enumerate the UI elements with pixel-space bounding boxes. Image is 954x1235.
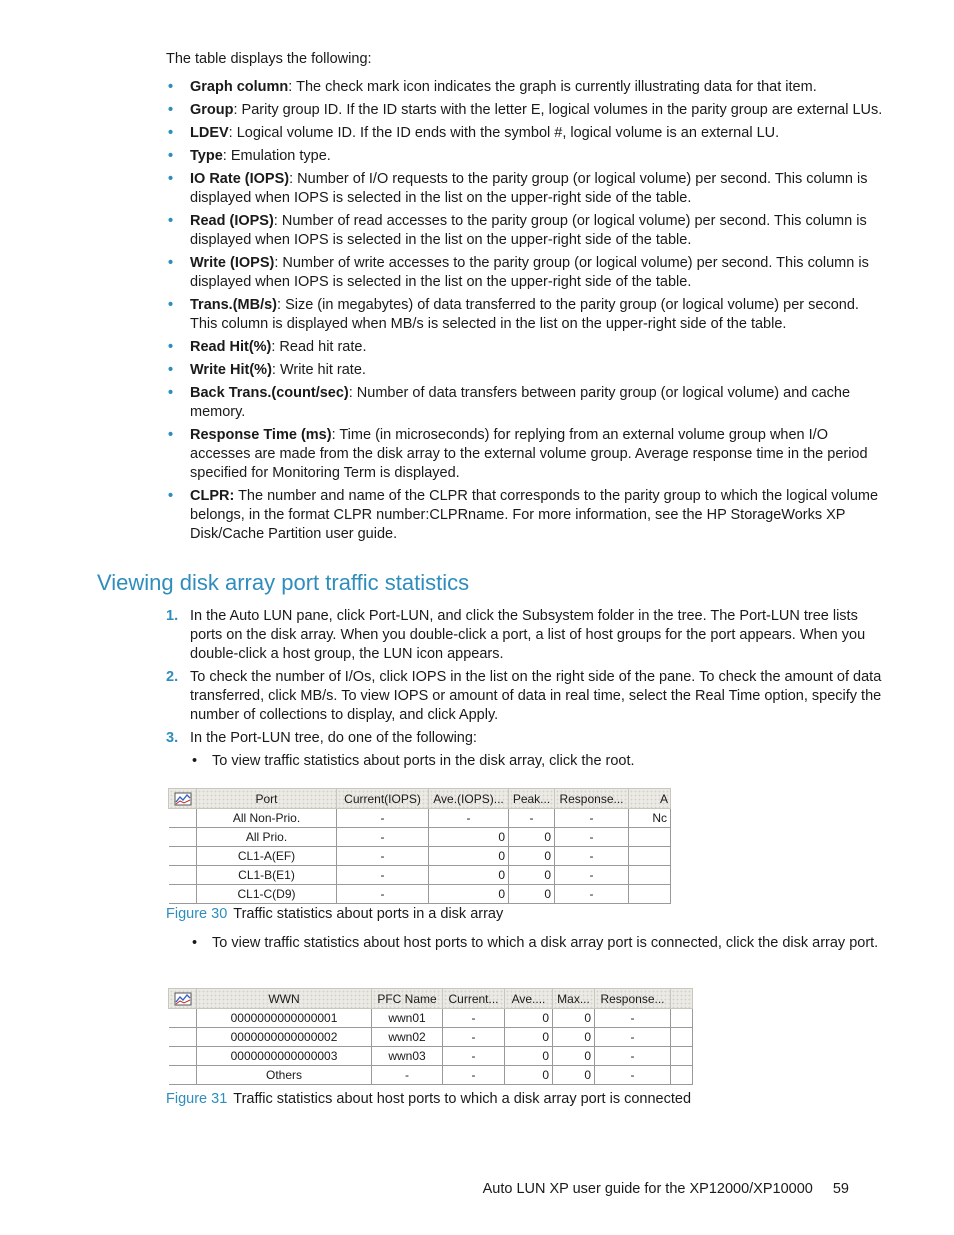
cell: - <box>443 1047 505 1066</box>
cell: wwn02 <box>372 1028 443 1047</box>
term: Type <box>190 148 223 164</box>
cell: wwn03 <box>372 1047 443 1066</box>
term: CLPR: <box>190 488 235 504</box>
step-item <box>166 729 886 748</box>
cell <box>629 866 671 885</box>
table-row[interactable] <box>169 885 671 904</box>
cell: - <box>337 828 429 847</box>
cell: - <box>443 1066 505 1085</box>
cell: - <box>509 809 555 828</box>
cell: All Prio. <box>197 828 337 847</box>
cell: 0 <box>429 847 509 866</box>
intro-text: The table displays the following: <box>166 51 372 67</box>
figure-caption <box>166 906 503 922</box>
host-port-traffic-table <box>168 988 693 1085</box>
cell: - <box>337 809 429 828</box>
cell: - <box>555 885 629 904</box>
sub-bullet: • To view traffic statistics about ports in the disk array, click the root. <box>192 753 635 769</box>
list-item: • CLPR: The number and name of the CLPR that corresponds to the parity group to which the logical volume belongs, in the format CLPR number:CLPRname. For more information, see the HP StorageWorks XP Disk/Cache Partition user guide. <box>168 488 879 542</box>
description: : Number of data transfers between parity group (or logical volume) and cache memory. <box>190 385 851 420</box>
step-number: 2. <box>166 669 179 685</box>
term: Response Time (ms) <box>190 427 332 443</box>
cell: - <box>595 1028 671 1047</box>
cell: 0 <box>553 1009 595 1028</box>
description: : Size (in megabytes) of data transferred to the parity group (or logical volume) per second. This column is displayed when MB/s is selected in the list on the upper-right side of the table. <box>190 297 859 332</box>
caption-text: Traffic statistics about host ports to which a disk array port is connected <box>233 1091 692 1107</box>
step-item <box>166 607 886 664</box>
table-row[interactable] <box>169 847 671 866</box>
term: Read Hit(%) <box>190 339 272 355</box>
procedure-steps <box>166 607 886 752</box>
term: LDEV <box>190 125 229 141</box>
cell: - <box>555 847 629 866</box>
cell <box>629 847 671 866</box>
term: Graph column <box>190 79 289 95</box>
cell: Others <box>197 1066 372 1085</box>
cell: - <box>337 847 429 866</box>
cell: 0 <box>509 866 555 885</box>
cell: 0 <box>553 1047 595 1066</box>
chart-icon <box>174 992 192 1006</box>
cell <box>629 828 671 847</box>
list-item: • LDEV: Logical volume ID. If the ID ends with the symbol #, logical volume is an external LU. <box>168 125 780 141</box>
description: : Emulation type. <box>222 148 331 164</box>
list-item: • Trans.(MB/s): Size (in megabytes) of data transferred to the parity group (or logical volume) per second. This column is displayed when MB/s is selected in the list on the upper-right side of the table. <box>168 297 859 332</box>
description: : Number of write accesses to the parity group (or logical volume) per second. This column is displayed when IOPS is selected in the list on the upper-right side of the table. <box>190 255 869 290</box>
cell: 0 <box>429 828 509 847</box>
cell: 0 <box>509 885 555 904</box>
column-header-filler <box>671 989 693 1009</box>
list-item: • Write Hit(%): Write hit rate. <box>168 362 366 378</box>
description: : Parity group ID. If the ID starts with the letter E, logical volumes in the parity group are external LUs. <box>233 102 883 118</box>
column-header[interactable]: Peak... <box>509 789 555 809</box>
cell: - <box>372 1066 443 1085</box>
page-number: 59 <box>832 1181 849 1197</box>
cell <box>629 885 671 904</box>
column-header[interactable]: Current(IOPS) <box>337 789 429 809</box>
cell: All Non-Prio. <box>197 809 337 828</box>
term: Write Hit(%) <box>190 362 272 378</box>
cell: 0000000000000001 <box>197 1009 372 1028</box>
cell: 0 <box>509 828 555 847</box>
list-item: • IO Rate (IOPS): Number of I/O requests to the parity group (or logical volume) per second. This column is displayed when IOPS is selected in the list on the upper-right side of the table. <box>168 171 868 206</box>
cell: - <box>337 885 429 904</box>
table-header-row <box>169 989 693 1009</box>
column-header[interactable]: PFC Name <box>372 989 443 1009</box>
cell: CL1-A(EF) <box>197 847 337 866</box>
cell: wwn01 <box>372 1009 443 1028</box>
cell: - <box>443 1009 505 1028</box>
list-item: • Group: Parity group ID. If the ID starts with the letter E, logical volumes in the parity group are external LUs. <box>168 102 883 118</box>
term: Write (IOPS) <box>190 255 275 271</box>
page-footer <box>483 1181 849 1197</box>
description: : Write hit rate. <box>271 362 366 378</box>
cell: 0 <box>505 1009 553 1028</box>
cell: 0 <box>429 866 509 885</box>
table-row[interactable] <box>169 866 671 885</box>
description: : Time (in microseconds) for replying from an external volume group when I/O accesses are made from the disk array to the external volume group. Average response time in the period specified for Monitoring Term is displayed. <box>190 427 868 481</box>
chart-icon <box>174 792 192 806</box>
cell: 0 <box>553 1028 595 1047</box>
figure-label: Figure 31 <box>166 1091 228 1107</box>
cell: - <box>429 809 509 828</box>
cell: 0000000000000003 <box>197 1047 372 1066</box>
cell: - <box>337 866 429 885</box>
table-row[interactable] <box>169 1066 693 1085</box>
term: Read (IOPS) <box>190 213 274 229</box>
cell: 0 <box>505 1028 553 1047</box>
footer-title: Auto LUN XP user guide for the XP12000/XP10000 <box>482 1181 813 1197</box>
column-description-list <box>166 78 886 548</box>
column-header[interactable]: Ave.(IOPS)... <box>429 789 509 809</box>
cell: - <box>595 1066 671 1085</box>
list-item: • Back Trans.(count/sec): Number of data transfers between parity group (or logical volume) and cache memory. <box>168 385 851 420</box>
sub-bullet-text: To view traffic statistics about ports in the disk array, click the root. <box>212 753 635 769</box>
list-item: • Write (IOPS): Number of write accesses to the parity group (or logical volume) per second. This column is displayed when IOPS is selected in the list on the upper-right side of the table. <box>168 255 869 290</box>
term: Trans.(MB/s) <box>190 297 278 313</box>
step-number: 1. <box>166 608 179 624</box>
cell: - <box>555 866 629 885</box>
description: : The check mark icon indicates the graph is currently illustrating data for that item. <box>288 79 817 95</box>
figure-caption <box>166 1091 691 1107</box>
term: Group <box>190 102 234 118</box>
graph-column-header[interactable] <box>169 989 197 1009</box>
port-traffic-table <box>168 788 671 904</box>
step-number: 3. <box>166 730 179 746</box>
term: Back Trans.(count/sec) <box>190 385 349 401</box>
cell: - <box>555 809 629 828</box>
cell: CL1-C(D9) <box>197 885 337 904</box>
cell: Nc <box>629 809 671 828</box>
cell: - <box>595 1047 671 1066</box>
step-item <box>166 668 886 725</box>
cell: 0 <box>429 885 509 904</box>
description: : Logical volume ID. If the ID ends with the symbol #, logical volume is an external LU. <box>228 125 780 141</box>
column-header[interactable]: Ave.... <box>505 989 553 1009</box>
table-row[interactable] <box>169 1047 693 1066</box>
step-text: To check the number of I/Os, click IOPS in the list on the right side of the pane. To check the amount of data transferred, click MB/s. To view IOPS or amount of data in real time, select the Real Time option, specify the number of collections to display, and click Apply. <box>190 669 882 723</box>
sub-bullet-text: To view traffic statistics about host ports to which a disk array port is connected, click the disk array port. <box>212 935 879 951</box>
column-header[interactable]: Response... <box>595 989 671 1009</box>
column-header[interactable]: Response... <box>555 789 629 809</box>
cell: 0 <box>505 1047 553 1066</box>
cell: 0 <box>505 1066 553 1085</box>
column-header[interactable]: Current... <box>443 989 505 1009</box>
cell: - <box>555 828 629 847</box>
list-item: • Read (IOPS): Number of read accesses to the parity group (or logical volume) per second. This column is displayed when IOPS is selected in the list on the upper-right side of the table. <box>168 213 867 248</box>
description: : Number of read accesses to the parity group (or logical volume) per second. This column is displayed when IOPS is selected in the list on the upper-right side of the table. <box>190 213 867 248</box>
cell: - <box>595 1009 671 1028</box>
table-row[interactable] <box>169 1009 693 1028</box>
cell: CL1-B(E1) <box>197 866 337 885</box>
cell: 0 <box>553 1066 595 1085</box>
list-item: • Type: Emulation type. <box>168 148 331 164</box>
column-header[interactable]: Max... <box>553 989 595 1009</box>
step-text: In the Port-LUN tree, do one of the following: <box>190 730 477 746</box>
cell: - <box>443 1028 505 1047</box>
table-header-row <box>169 789 671 809</box>
caption-text: Traffic statistics about ports in a disk array <box>233 906 504 922</box>
column-header[interactable]: WWN <box>197 989 372 1009</box>
table-row[interactable] <box>169 828 671 847</box>
graph-column-header[interactable] <box>169 789 197 809</box>
description: : Read hit rate. <box>271 339 367 355</box>
column-header[interactable]: Port <box>197 789 337 809</box>
description: : Number of I/O requests to the parity group (or logical volume) per second. This column is displayed when IOPS is selected in the list on the upper-right side of the table. <box>190 171 868 206</box>
list-item: • Read Hit(%): Read hit rate. <box>168 339 367 355</box>
table-row[interactable] <box>169 1028 693 1047</box>
table-row[interactable] <box>169 809 671 828</box>
description: The number and name of the CLPR that corresponds to the parity group to which the logical volume belongs, in the format CLPR number:CLPRname. For more information, see the HP StorageWorks XP Disk/Cache Partition user guide. <box>190 488 879 542</box>
term: IO Rate (IOPS) <box>190 171 290 187</box>
sub-bullet: • To view traffic statistics about host ports to which a disk array port is connected, click the disk array port. <box>192 935 879 951</box>
cell: 0 <box>509 847 555 866</box>
column-header[interactable]: A <box>629 789 671 809</box>
list-item: • Response Time (ms): Time (in microseconds) for replying from an external volume group when I/O accesses are made from the disk array to the external volume group. Average response time in the period specified for Monitoring Term is displayed. <box>168 427 868 481</box>
section-heading: Viewing disk array port traffic statistics <box>97 570 470 595</box>
cell: 0000000000000002 <box>197 1028 372 1047</box>
figure-label: Figure 30 <box>166 906 228 922</box>
list-item: • Graph column: The check mark icon indicates the graph is currently illustrating data for that item. <box>168 79 817 95</box>
step-text: In the Auto LUN pane, click Port-LUN, and click the Subsystem folder in the tree. The Port-LUN tree lists ports on the disk array. When you double-click a port, a list of host groups for the port appears. When you double-click a host group, the LUN icon appears. <box>190 608 866 662</box>
